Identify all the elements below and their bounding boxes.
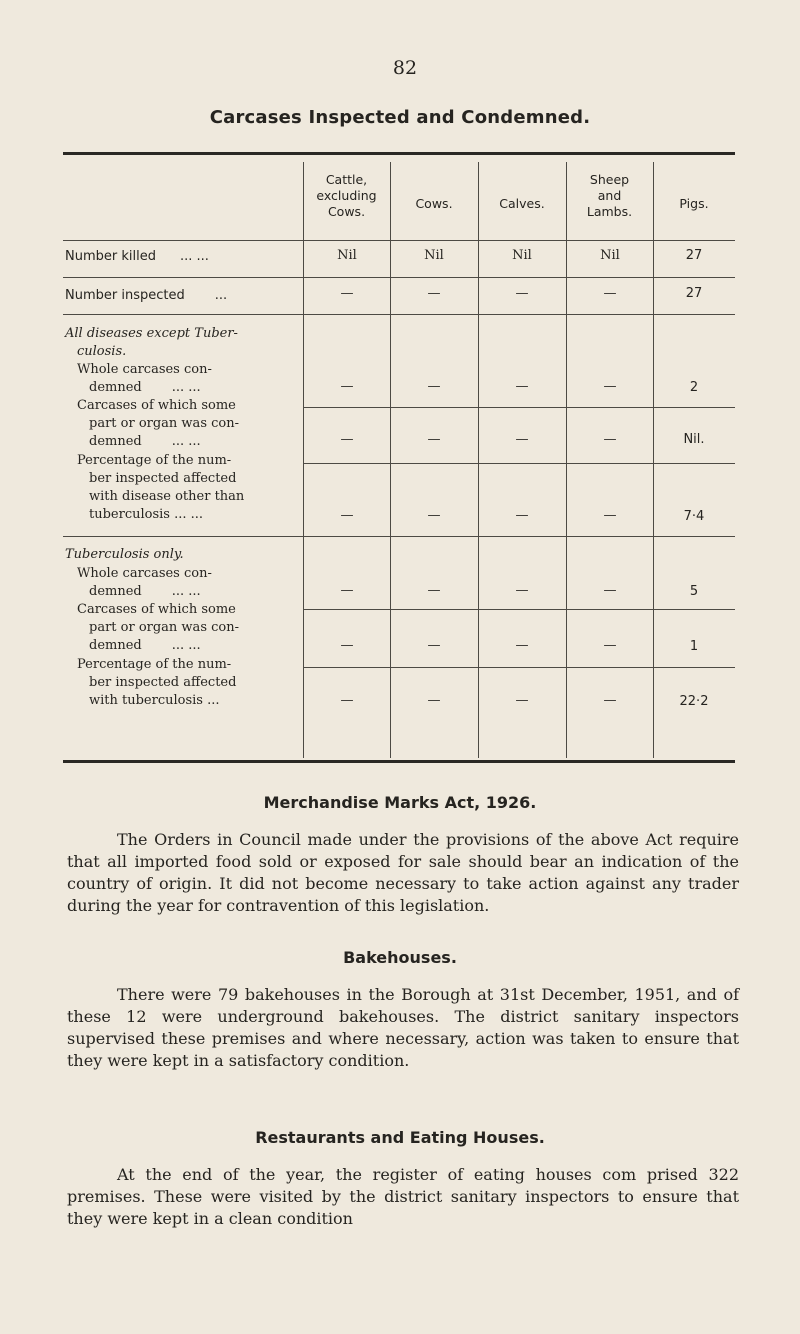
group2-pct-label: Percentage of the num- ber inspected affected with tuberculosis ... [77,657,237,708]
restaurants-heading: Restaurants and Eating Houses. [255,1128,545,1147]
cell-inspected-sheep: — [603,286,617,301]
table-bottom-rule [63,760,735,763]
cell-g1-part-cattle: — [340,432,354,447]
row-rule [63,277,735,278]
cell-g2-part-calves: — [515,638,529,653]
cell-g1-whole-pigs: 2 [689,380,699,395]
cell-inspected-calves: — [515,286,529,301]
group1-part-label: Carcases of which some part or organ was con- demned ... ... [77,398,239,449]
row-rule [63,314,735,315]
row-rule [303,463,735,464]
cell-killed-calves: Nil [512,248,532,263]
carcases-table [63,152,735,764]
header-pigs: Pigs. [679,196,709,211]
cell-g1-whole-calves: — [515,379,529,394]
header-sheep: Sheep and Lambs. [586,172,633,219]
group2-heading: Tuberculosis only. [65,547,184,562]
cell-g2-pct-cattle: — [340,693,354,708]
cell-inspected-cows: — [427,286,441,301]
header-rule [63,240,735,241]
cell-g2-part-sheep: — [603,638,617,653]
cell-killed-cows: Nil [424,248,444,263]
cell-inspected-cattle: — [340,286,354,301]
cell-g1-part-pigs: Nil. [683,432,705,447]
cell-g2-part-pigs: 1 [689,639,699,654]
cell-g2-pct-cows: — [427,693,441,708]
row-rule [303,667,735,668]
cell-g2-whole-cows: — [427,583,441,598]
cell-g1-whole-sheep: — [603,379,617,394]
cell-g1-part-cows: — [427,432,441,447]
bakehouses-heading: Bakehouses. [343,948,457,967]
header-cattle: Cattle, excluding Cows. [316,172,377,219]
cell-g2-whole-pigs: 5 [689,584,699,599]
cell-killed-sheep: Nil [600,248,620,263]
cell-g2-pct-pigs: 22·2 [679,694,709,709]
row-label-inspected: Number inspected ... [65,288,228,303]
table-top-rule [63,152,735,155]
cell-g1-pct-calves: — [515,508,529,523]
cell-g2-pct-sheep: — [603,693,617,708]
page-title: Carcases Inspected and Condemned. [209,107,591,128]
header-cows: Cows. [415,196,453,211]
group1-pct-label: Percentage of the num- ber inspected affected with disease other than tuberculosis ... ... [77,453,245,522]
group2-whole-label: Whole carcases con- demned ... ... [77,566,212,599]
cell-g2-part-cattle: — [340,638,354,653]
cell-g1-whole-cows: — [427,379,441,394]
cell-g1-pct-sheep: — [603,508,617,523]
bakehouses-paragraph: There were 79 bakehouses in the Borough at 31st December, 1951, and of these 12 were underground bakehouses. The district sanitary inspectors supervised these premises and where necessary, action was taken to ensure that they were kept in a satisfactory condition. [67,985,739,1070]
cell-g2-whole-sheep: — [603,583,617,598]
cell-killed-pigs: 27 [685,248,703,263]
cell-g1-part-calves: — [515,432,529,447]
cell-g2-whole-calves: — [515,583,529,598]
header-calves: Calves. [499,196,545,211]
cell-inspected-pigs: 27 [685,286,703,301]
cell-g1-part-sheep: — [603,432,617,447]
cell-killed-cattle: Nil [337,248,357,263]
page-number: 82 [392,57,418,79]
merchandise-paragraph: The Orders in Council made under the provisions of the above Act require that all imported food sold or exposed for sale should bear an indication of the country of origin. It did not become necessary to take action against any trader during the year for contravention of this legislation. [67,830,739,915]
group2-part-label: Carcases of which some part or organ was con- demned ... ... [77,602,239,653]
cell-g1-whole-cattle: — [340,379,354,394]
group1-whole-label: Whole carcases con- demned ... ... [77,362,212,395]
row-rule [303,407,735,408]
cell-g1-pct-cows: — [427,508,441,523]
group1-heading: All diseases except Tuber- culosis. [65,326,238,359]
cell-g2-pct-calves: — [515,693,529,708]
cell-g2-part-cows: — [427,638,441,653]
merchandise-heading: Merchandise Marks Act, 1926. [263,793,537,812]
row-rule [303,609,735,610]
row-label-killed: Number killed ... ... [65,249,209,264]
cell-g1-pct-pigs: 7·4 [683,509,705,524]
cell-g1-pct-cattle: — [340,508,354,523]
group-rule [63,536,735,537]
cell-g2-whole-cattle: — [340,583,354,598]
restaurants-paragraph: At the end of the year, the register of eating houses com prised 322 premises. These were visited by the district sanitary inspectors to ensure that they were kept in a clean condition [67,1165,739,1228]
